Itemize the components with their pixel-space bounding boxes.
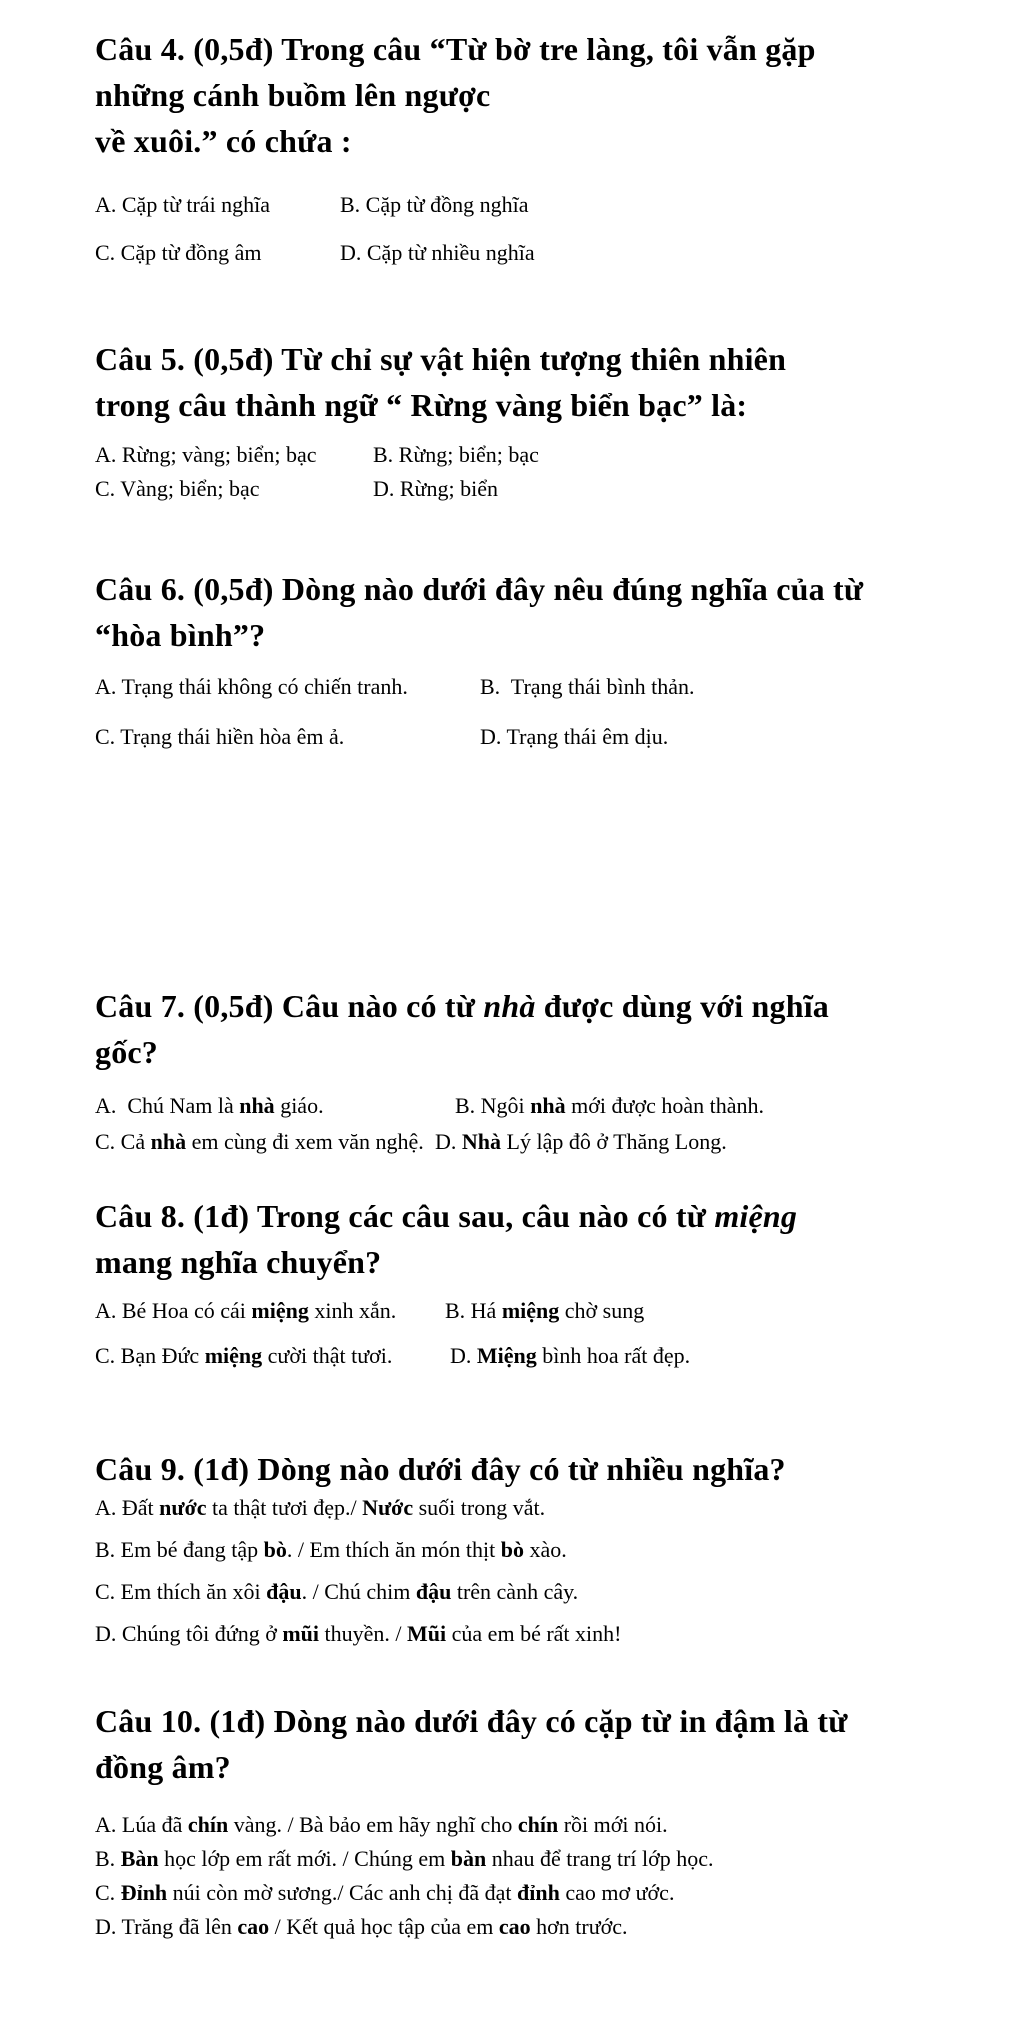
option-row: [95, 1343, 966, 1369]
question-6-options: [95, 674, 966, 750]
question-9-option-d: D. Chúng tôi đứng ở mũi thuyền. / Mũi của em bé rất xinh!: [95, 1621, 622, 1646]
question-10: [95, 1698, 966, 1940]
heading-line: Câu 7. (0,5đ) Câu nào có từ nhà được dùng với nghĩa: [95, 988, 829, 1024]
question-4: [95, 26, 966, 266]
question-5-option-b: B. Rừng; biển; bạc: [373, 442, 539, 467]
question-10-option-c: C. Đỉnh núi còn mờ sương./ Các anh chị đã đạt đỉnh cao mơ ước.: [95, 1880, 675, 1905]
heading-line: “hòa bình”?: [95, 617, 266, 653]
question-6-option-c: C. Trạng thái hiền hòa êm ả.: [95, 724, 345, 749]
question-10-option-b: B. Bàn học lớp em rất mới. / Chúng em bàn nhau để trang trí lớp học.: [95, 1846, 714, 1871]
option-row: [95, 674, 966, 700]
question-10-options: [95, 1812, 966, 1940]
question-7-option-d: D. Nhà Lý lập đô ở Thăng Long.: [435, 1129, 727, 1154]
question-9-option-a: A. Đất nước ta thật tươi đẹp./ Nước suối trong vắt.: [95, 1495, 546, 1520]
question-8-option-a: A. Bé Hoa có cái miệng xinh xắn.: [95, 1298, 397, 1323]
question-9-option-c: C. Em thích ăn xôi đậu. / Chú chim đậu trên cành cây.: [95, 1579, 579, 1604]
question-8-heading: [95, 1193, 966, 1285]
question-8-option-d: D. Miệng bình hoa rất đẹp.: [450, 1343, 691, 1368]
question-7: [95, 983, 966, 1155]
question-7-options: [95, 1093, 966, 1155]
option-row: [95, 442, 966, 468]
heading-line: Câu 8. (1đ) Trong các câu sau, câu nào có từ miệng: [95, 1198, 798, 1234]
question-5-heading: [95, 336, 966, 428]
question-5-option-d: D. Rừng; biển: [373, 476, 498, 501]
option-row: [95, 240, 966, 266]
question-8-options: [95, 1298, 966, 1369]
heading-line: gốc?: [95, 1034, 159, 1070]
question-5-options: [95, 442, 966, 502]
heading-line: đồng âm?: [95, 1749, 231, 1785]
question-4-option-c: C. Cặp từ đồng âm: [95, 240, 262, 265]
option-row: [95, 192, 966, 218]
option-row: [95, 476, 966, 502]
question-5-option-a: A. Rừng; vàng; biển; bạc: [95, 442, 317, 467]
question-9: [95, 1446, 966, 1647]
option-row: [95, 724, 966, 750]
heading-line: Câu 9. (1đ) Dòng nào dưới đây có từ nhiều nghĩa?: [95, 1451, 786, 1487]
heading-line: về xuôi.” có chứa :: [95, 123, 352, 159]
question-6-option-a: A. Trạng thái không có chiến tranh.: [95, 674, 408, 699]
heading-line: những cánh buồm lên ngược: [95, 77, 491, 113]
question-8-option-c: C. Bạn Đức miệng cười thật tươi.: [95, 1343, 393, 1368]
question-6-option-d: D. Trạng thái êm dịu.: [480, 724, 669, 749]
question-6-option-b: B. Trạng thái bình thản.: [480, 674, 695, 699]
heading-line: Câu 4. (0,5đ) Trong câu “Từ bờ tre làng, tôi vẫn gặp: [95, 31, 816, 67]
question-4-heading: [95, 26, 966, 164]
option-row: [95, 1298, 966, 1324]
question-10-heading: [95, 1698, 966, 1790]
question-5: [95, 336, 966, 502]
question-4-option-a: A. Cặp từ trái nghĩa: [95, 192, 271, 217]
question-5-option-c: C. Vàng; biển; bạc: [95, 476, 260, 501]
question-9-heading: [95, 1446, 966, 1492]
question-7-option-c: C. Cả nhà em cùng đi xem văn nghệ.: [95, 1129, 424, 1154]
question-9-options: [95, 1495, 966, 1647]
heading-line: Câu 6. (0,5đ) Dòng nào dưới đây nêu đúng nghĩa của từ: [95, 571, 864, 607]
option-row: [95, 1129, 966, 1155]
question-9-option-b: B. Em bé đang tập bò. / Em thích ăn món thịt bò xào.: [95, 1537, 567, 1562]
question-6: [95, 566, 966, 750]
question-7-option-a: A. Chú Nam là nhà giáo.: [95, 1093, 324, 1118]
heading-line: Câu 10. (1đ) Dòng nào dưới đây có cặp từ in đậm là từ: [95, 1703, 848, 1739]
heading-line: trong câu thành ngữ “ Rừng vàng biển bạc” là:: [95, 387, 748, 423]
question-10-option-d: D. Trăng đã lên cao / Kết quả học tập của em cao hơn trước.: [95, 1914, 628, 1939]
heading-line: mang nghĩa chuyển?: [95, 1244, 382, 1280]
heading-line: Câu 5. (0,5đ) Từ chỉ sự vật hiện tượng thiên nhiên: [95, 341, 787, 377]
question-4-options: [95, 192, 966, 266]
question-6-heading: [95, 566, 966, 658]
question-8-option-b: B. Há miệng chờ sung: [445, 1298, 645, 1323]
question-10-option-a: A. Lúa đã chín vàng. / Bà bảo em hãy nghĩ cho chín rồi mới nói.: [95, 1812, 668, 1837]
question-7-heading: [95, 983, 966, 1075]
question-4-option-d: D. Cặp từ nhiều nghĩa: [340, 240, 535, 265]
question-8: [95, 1193, 966, 1369]
question-4-option-b: B. Cặp từ đồng nghĩa: [340, 192, 529, 217]
option-row: [95, 1093, 966, 1119]
question-7-option-b: B. Ngôi nhà mới được hoàn thành.: [455, 1093, 764, 1118]
